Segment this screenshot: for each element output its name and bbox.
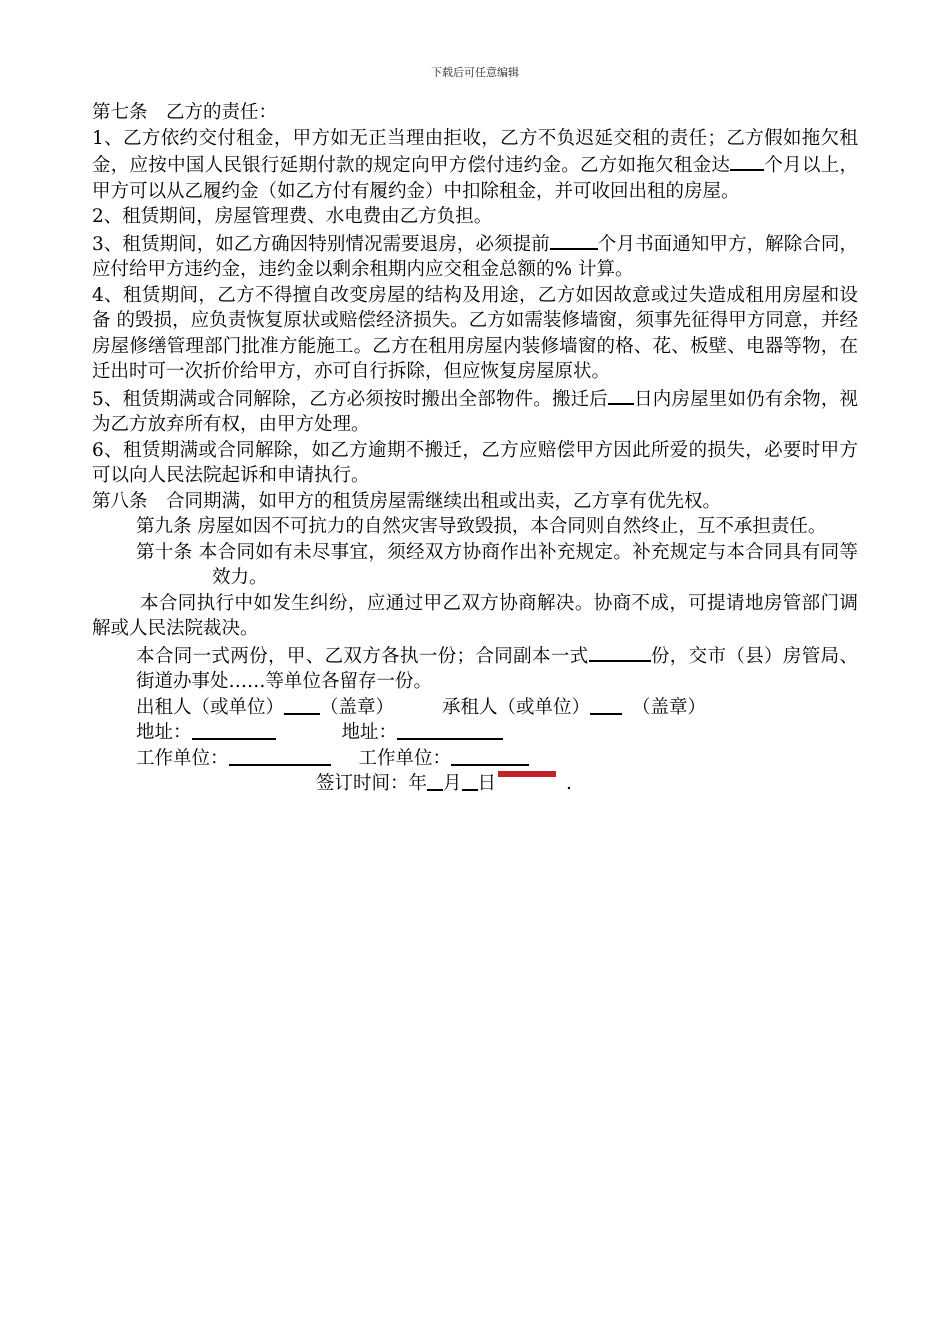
blank-field: [589, 642, 651, 662]
blank-field: [550, 230, 598, 250]
clause-3-text-b: 个月书面通知甲方，解除合同，应付给甲方违约金，违约金以剩余租期内应交租金总额的: [92, 233, 858, 280]
blank-field: [730, 151, 764, 171]
copies-text-b: 份，交市（县）房管局、街道办事处……等单位各留存一份。: [136, 645, 858, 692]
date-label-year: 签订时间：年: [316, 773, 428, 794]
header-note: 下载后可任意编辑: [431, 66, 519, 79]
clause-1-text-b: 个月以上，甲方可以从乙履约金（如乙方付有履约金）中扣除租金，并可收回出租的房屋。: [92, 155, 858, 202]
address-row: [92, 720, 858, 746]
article-9: 第九条 房屋如因不可抗力的自然灾害导致毁损，本合同则自然终止，互不承担责任。: [136, 516, 827, 537]
lessee-blank: [590, 695, 622, 715]
address-label-2: 地址：: [341, 722, 398, 743]
lessee-label: 承租人（或单位）: [442, 696, 591, 718]
clause-6: 6、租赁期满或合同解除，如乙方逾期不搬迁，乙方应赔偿甲方因此所爱的损失，必要时甲方可以向人民法院起诉和申请执行。: [92, 439, 858, 486]
workplace-row: [92, 746, 858, 772]
clause-3-text-c: % 计算。: [554, 259, 634, 280]
address-label-1: 地址：: [136, 722, 192, 743]
workplace-label-1: 工作单位：: [136, 747, 229, 769]
date-blank-day: [462, 771, 478, 791]
clause-5: [92, 385, 858, 438]
date-end-dot: .: [566, 773, 572, 794]
workplace-blank-2: [451, 746, 529, 766]
article-7-title: 第七条 乙方的责任：: [92, 102, 278, 123]
clause-3: [92, 230, 858, 283]
contract-body: [92, 100, 858, 797]
workplace-blank-1: [229, 746, 331, 766]
article-8: 第八条 合同期满，如甲方的租赁房屋需继续出租或出卖，乙方享有优先权。: [92, 490, 722, 512]
date-label-day: 日: [477, 773, 497, 794]
lessor-seal: （盖章）: [320, 696, 395, 718]
lessor-blank: [284, 695, 320, 715]
blank-field: [608, 385, 634, 405]
clause-1: [92, 126, 858, 205]
workplace-label-2: 工作单位：: [358, 747, 452, 769]
copies-clause: [92, 642, 858, 695]
article-10: 第十条 本合同如有未尽事宜，须经双方协商作出补充规定。补充规定与本合同具有同等效力。: [136, 541, 858, 588]
red-stamp-mark: [498, 771, 556, 777]
clause-3-text-a: 3、租赁期间，如乙方确因特别情况需要退房，必须提前: [92, 233, 550, 255]
lessor-label: 出租人（或单位）: [136, 696, 285, 718]
address-blank-2: [397, 720, 503, 740]
date-label-month: 月: [443, 773, 462, 794]
clause-1-text-a: 1、乙方依约交付租金，甲方如无正当理由拒收，乙方不负迟延交租的责任；乙方假如拖欠租金，应按中国人民银行延期付款的规定向甲方偿付违约金。乙方如拖欠租金达: [92, 127, 858, 176]
sign-date-row: [92, 771, 858, 797]
date-blank-month: [427, 771, 443, 791]
dispute-clause: 本合同执行中如发生纠纷，应通过甲乙双方协商解决。协商不成，可提请地房管部门调解或人民法院裁决。: [92, 592, 858, 639]
sign-parties-row: [92, 695, 858, 721]
lessee-seal: （盖章）: [632, 696, 707, 718]
address-blank-1: [192, 720, 276, 740]
clause-4: 4、租赁期间，乙方不得擅自改变房屋的结构及用途，乙方如因故意或过失造成租用房屋和设备 的毁损，应负责恢复原状或赔偿经济损失。乙方如需装修墙窗，须事先征得甲方同意，并经房屋修缮管理部门批准方能施工。乙方在租用房屋内装修墙窗的格、花、板壁、电器等物，在迁出时可一次折价给甲方，亦可自行拆除，但应恢复房屋原状。: [92, 284, 858, 382]
clause-2: 2、租赁期间，房屋管理费、水电费由乙方负担。: [92, 206, 493, 227]
clause-5-text-b: 日内房屋里如仍有余物，视为乙方放弃所有权，由甲方处理。: [92, 388, 858, 435]
copies-text-a: 本合同一式两份，甲、乙双方各执一份；合同副本一式: [136, 645, 589, 667]
clause-5-text-a: 5、租赁期满或合同解除，乙方必须按时搬出全部物件。搬迁后: [92, 388, 608, 410]
